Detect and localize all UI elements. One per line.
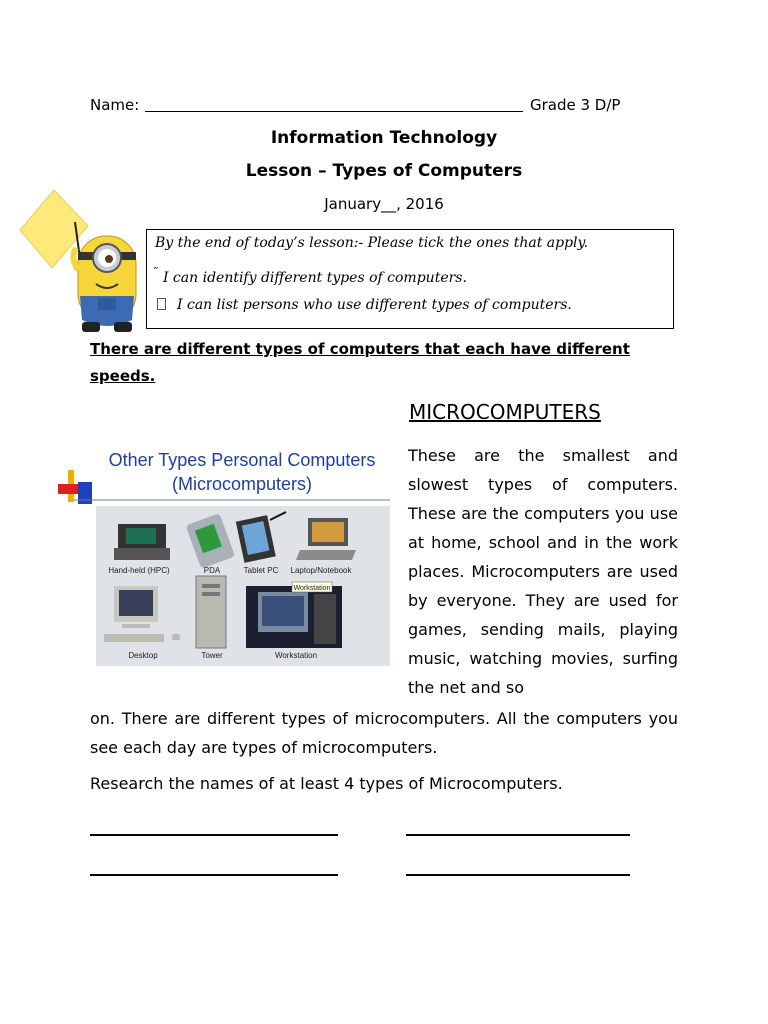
workstation-icon <box>246 586 342 648</box>
speeds-statement <box>90 336 670 390</box>
tick-mark-icon: ˜ <box>153 266 159 279</box>
subject-title: Information Technology <box>270 128 498 148</box>
objective-item[interactable] <box>157 297 572 313</box>
sticky-note <box>20 190 88 268</box>
deco-bar-blue <box>78 482 92 504</box>
handheld-icon <box>114 524 170 560</box>
minion-icon <box>73 222 136 332</box>
device-label: Workstation <box>274 651 318 660</box>
lesson-date: January__, 2016 <box>324 195 444 213</box>
microcomputers-paragraph: These are the smallest and slowest types of computers. These are the computers you use at home, school and in the work places. Microcomputers are used by everyone. They are used for games, sending mails, playing music, watching movies, surfing the net and so <box>408 446 678 697</box>
microcomputers-figure <box>56 430 394 692</box>
grade-label: Grade 3 D/P <box>530 96 621 114</box>
speeds-text: There are different types of computers that each have different speeds. <box>90 340 630 385</box>
device-label: Tower <box>201 651 223 660</box>
objective-item[interactable] <box>153 266 467 286</box>
tooltip-text: Workstation <box>293 585 331 592</box>
objective-text: I can identify different types of computers. <box>162 270 467 286</box>
figure-title-line2: (Microcomputers) <box>171 474 313 494</box>
microcomputers-paragraph-continued: on. There are different types of microcomputers. All the computers you see each day are types of microcomputers. <box>90 709 678 757</box>
objective-text: I can list persons who use different types of computers. <box>177 297 572 313</box>
device-label: Laptop/Notebook <box>290 566 352 575</box>
research-instruction: Research the names of at least 4 types of Microcomputers. <box>90 774 563 793</box>
device-label: PDA <box>203 566 221 575</box>
answer-blank-4[interactable] <box>406 874 630 876</box>
answer-blank-1[interactable] <box>90 834 338 836</box>
figure-title-line1: Other Types Personal Computers <box>108 450 376 470</box>
answer-blank-2[interactable] <box>406 834 630 836</box>
device-label: Tablet PC <box>243 566 279 575</box>
objectives-intro: By the end of today’s lesson:- Please tick the ones that apply. <box>155 235 589 251</box>
name-field <box>90 96 529 114</box>
lesson-title: Lesson – Types of Computers <box>245 161 523 181</box>
answer-blank-3[interactable] <box>90 874 338 876</box>
minion-clipart <box>18 188 148 340</box>
device-label: Hand-held (HPC) <box>108 566 170 575</box>
device-label: Desktop <box>128 651 158 660</box>
tower-icon <box>196 576 226 648</box>
name-blank-line[interactable] <box>145 111 523 112</box>
section-heading: MICROCOMPUTERS <box>409 400 601 424</box>
checkbox-icon <box>157 298 166 310</box>
figure-graphic <box>56 430 394 692</box>
name-label: Name: <box>90 96 140 114</box>
objectives-box <box>146 229 674 329</box>
